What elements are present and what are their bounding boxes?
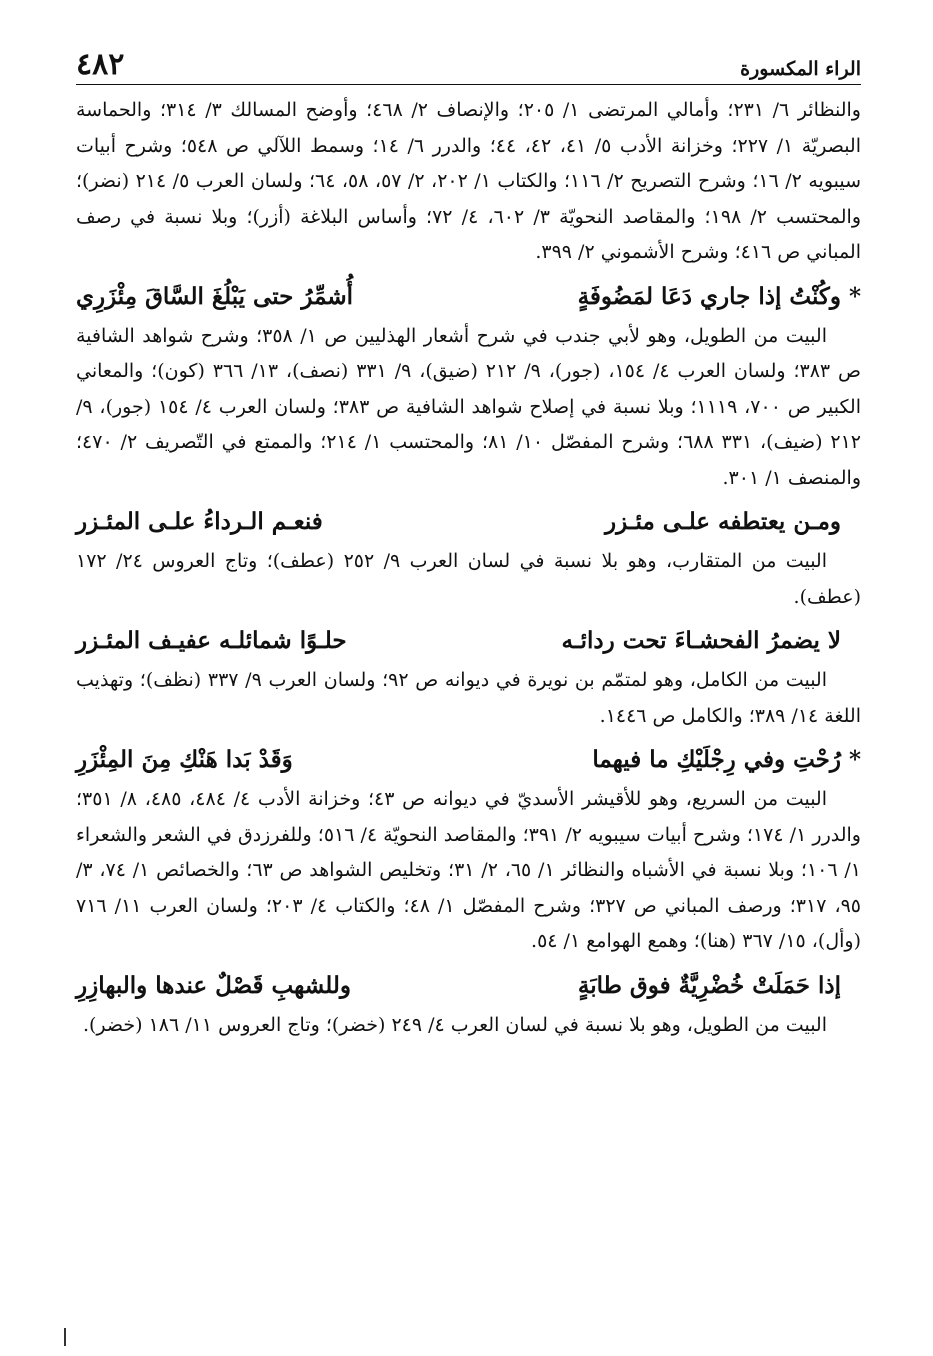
verse-entry: [76, 277, 861, 497]
running-title: الراء المكسورة: [740, 58, 861, 80]
verse-note: [76, 782, 861, 960]
verse-note-text: البيت من السريع، وهو للأقيشر الأسديّ في ديوانه ص ٤٣؛ وخزانة الأدب ٤/ ٤٨٤، ٤٨٥، ٨/ ٣٥١؛ والدرر ١/ ١٧٤؛ وشرح أبيات سيبويه ٢/ ٣٩١؛ والمقاصد النحويّة ٤/ ٥١٦؛ وللفرزدق في الشعر والشعراء ١/ ١٠٦؛ وبلا نسبة في الأشباه والنظائر ١/ ٦٥، ٢/ ٣١؛ وتخليص الشواهد ص ٦٣؛ والخصائص ١/ ٧٤، ٣/ ٩٥، ٣١٧؛ ورصف المباني ص ٣٢٧؛ وشرح المفصّل ١/ ٤٨؛ والكتاب ٤/ ٢٠٣؛ ولسان العرب ١١/ ٧١٦ (وأل)، ١٥/ ٣٦٧ (هنا)؛ وهمع الهوامع ١/ ٥٤.: [76, 788, 862, 952]
continued-citations: والنظائر ٦/ ٢٣١؛ وأمالي المرتضى ١/ ٢٠٥؛ والإنصاف ٢/ ٤٦٨؛ وأوضح المسالك ٣/ ٣١٤؛ والحماسة البصريّة ١/ ٢٢٧؛ وخزانة الأدب ٥/ ٤١، ٤٢، ٤٤؛ والدرر ٦/ ١٤؛ وسمط اللآلي ص ٥٤٨؛ وشرح أبيات سيبويه ٢/ ١٦؛ وشرح التصريح ٢/ ١١٦؛ والكتاب ١/ ٢٠٢، ٢/ ٥٧، ٥٨، ٦٤؛ ولسان العرب ٥/ ٢١٤ (نضر)؛ والمحتسب ٢/ ١٩٨؛ والمقاصد النحويّة ٣/ ٦٠٢، ٤/ ٧٢؛ وأساس البلاغة (أزر)؛ وبلا نسبة في رصف المباني ص ٤١٦؛ وشرح الأشموني ٢/ ٣٩٩.: [76, 99, 862, 263]
verse-line: [76, 621, 861, 661]
verse-note-text: البيت من الطويل، وهو بلا نسبة في لسان العرب ٤/ ٢٤٩ (خضر)؛ وتاج العروس ١١/ ١٨٦ (خضر).: [82, 1013, 827, 1036]
verse-note: [76, 319, 861, 497]
first-hemistich: إذا حَمَلَتْ خُضْرِيَّةٌ فوق طابَةٍ: [577, 971, 841, 999]
verse-note-text: البيت من الطويل، وهو لأبي جندب في شرح أشعار الهذليين ص ١/ ٣٥٨؛ وشرح شواهد الشافية ص ٣٨٣؛ ولسان العرب ٤/ ١٥٤، (جور)، ٩/ ٢١٢ (ضيق)، ٩/ ٣٣١ (نصف)، ١٣/ ٣٦٦ (كون)؛ والمعاني الكبير ص ٧٠٠، ١١١٩؛ وبلا نسبة في إصلاح شواهد الشافية ص ٣٨٣؛ ولسان العرب ٤/ ١٥٤ (جور)، ٩/ ٢١٢ (ضيف)، ٣٣١ ٦٨٨؛ وشرح المفصّل ١٠/ ٨١؛ والمحتسب ١/ ٢١٤؛ والممتع في التّصريف ٢/ ٤٧٠؛ والمنصف ١/ ٣٠١.: [76, 324, 861, 489]
verse-star-marker: *: [848, 282, 861, 310]
verse-entry: [76, 502, 861, 615]
verse-line: [76, 966, 861, 1006]
verse-note: [76, 544, 861, 615]
verse-note: [76, 1008, 861, 1044]
verse-note-text: البيت من الكامل، وهو لمتمّم بن نويرة في ديوانه ص ٩٢؛ ولسان العرب ٩/ ٣٣٧ (نظف)؛ وتهذيب اللغة ١٤/ ٣٨٩؛ والكامل ص ١٤٤٦.: [76, 669, 861, 727]
second-hemistich: وللشهبِ قَصْلٌ عندها والبهازِرِ: [76, 971, 351, 999]
verse-line: [76, 502, 861, 542]
first-hemistich: لا يضمرُ الفحشـاءَ تحت ردائـه: [561, 627, 841, 654]
verse-star-marker: *: [848, 746, 861, 773]
verse-entry: [76, 621, 861, 734]
second-hemistich: فنعـم الـرداءُ علـى المئـزر: [76, 508, 323, 535]
verse-note-text: البيت من المتقارب، وهو بلا نسبة في لسان العرب ٩/ ٢٥٢ (عطف)؛ وتاج العروس ٢٤/ ١٧٢ (عطف).: [76, 550, 861, 608]
verse-line: [76, 740, 861, 780]
second-hemistich: وَقَدْ بَدا هَنْكِ مِنَ المِئْزَرِ: [76, 746, 293, 773]
verse-entry: [76, 740, 861, 960]
verse-line: [76, 277, 861, 317]
page-body: [76, 93, 861, 1043]
page-number: ٤٨٢: [76, 47, 125, 82]
verse-note: [76, 663, 861, 734]
first-hemistich: رُحْتِ وفي رِجْلَيْكِ ما فيهما: [592, 746, 841, 773]
first-hemistich: وكُنْتُ إذا جاري دَعَا لمَضُوفَةٍ: [577, 282, 841, 310]
verse-entry: [76, 966, 861, 1044]
second-hemistich: أُشمِّرُ حتى يَبْلُغَ السَّاقَ مِئْزَرِي: [76, 282, 354, 310]
first-hemistich: ومـن يعتطفه علـى مئـزر: [604, 508, 841, 535]
second-hemistich: حلـوًا شمائلـه عفيـف المئـزر: [76, 627, 347, 654]
margin-mark: [64, 1328, 66, 1346]
page-header: [76, 44, 861, 85]
